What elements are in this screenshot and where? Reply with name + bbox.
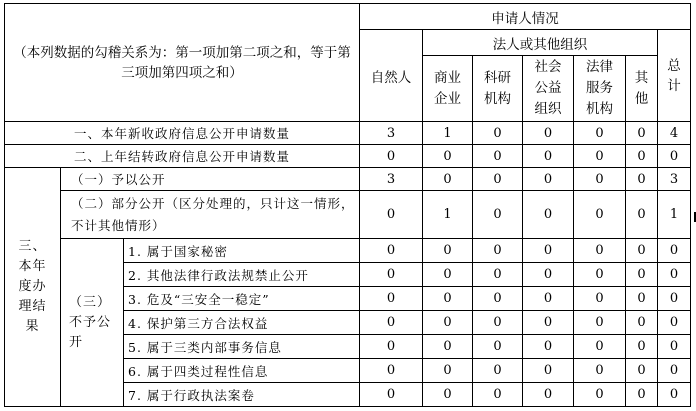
cell-value: 0: [423, 359, 473, 383]
col-header-public-welfare: 社会公益组织: [523, 56, 574, 122]
cell-value: 0: [658, 383, 691, 407]
cell-value: 0: [523, 239, 574, 263]
cell-value: 0: [360, 239, 423, 263]
cell-value: 0: [360, 359, 423, 383]
cell-value: 0: [574, 145, 626, 168]
cell-value: 3: [658, 168, 691, 191]
cell-value: 0: [473, 239, 523, 263]
table-row: [5, 145, 691, 168]
cell-value: 0: [574, 335, 626, 359]
section-three-label: 三、本年度办理结果: [5, 168, 61, 407]
row-label: （一）予以公开: [61, 168, 360, 191]
row-label: 一、本年新收政府信息公开申请数量: [5, 122, 360, 145]
cell-value: 0: [626, 239, 658, 263]
table-row: [5, 191, 691, 239]
cell-value: 0: [523, 287, 574, 311]
cell-value: 0: [626, 145, 658, 168]
row-label: 3. 危及“三安全一稳定”: [124, 287, 360, 311]
cell-value: 0: [473, 383, 523, 407]
cell-value: 0: [523, 359, 574, 383]
cell-value: 0: [423, 263, 473, 287]
cell-value: 0: [574, 287, 626, 311]
cell-value: 0: [523, 122, 574, 145]
table-row: [5, 168, 691, 191]
cell-value: 0: [360, 335, 423, 359]
cell-value: 0: [423, 145, 473, 168]
cell-value: 0: [574, 122, 626, 145]
cell-value: 1: [423, 122, 473, 145]
cell-value: 0: [473, 311, 523, 335]
row-label: 6. 属于四类过程性信息: [124, 359, 360, 383]
cell-value: 0: [523, 311, 574, 335]
cell-value: 0: [360, 263, 423, 287]
cell-value: 0: [626, 287, 658, 311]
cell-value: 0: [626, 168, 658, 191]
col-header-legal-service: 法律服务机构: [574, 56, 626, 122]
cell-value: 0: [523, 383, 574, 407]
org-group-header: 法人或其他组织: [423, 30, 658, 56]
table-row: [5, 122, 691, 145]
col-header-commercial: 商业企业: [423, 56, 473, 122]
not-public-label: （三）不予公开: [61, 239, 124, 407]
cell-value: 0: [473, 359, 523, 383]
cell-value: 0: [473, 122, 523, 145]
cell-value: 0: [658, 263, 691, 287]
col-header-other: 其他: [626, 56, 658, 122]
cell-value: 3: [360, 122, 423, 145]
cell-value: 0: [658, 145, 691, 168]
cell-value: 0: [523, 263, 574, 287]
cell-value: 0: [423, 335, 473, 359]
col-header-total: 总计: [658, 30, 691, 122]
cell-value: 0: [658, 335, 691, 359]
cell-value: 0: [574, 359, 626, 383]
cell-value: 4: [658, 122, 691, 145]
cell-value: 0: [626, 359, 658, 383]
cell-value: 1: [423, 191, 473, 239]
cell-value: 0: [360, 191, 423, 239]
cell-value: 0: [626, 191, 658, 239]
cell-value: 0: [574, 263, 626, 287]
cell-value: 0: [423, 287, 473, 311]
cell-value: 0: [360, 145, 423, 168]
cell-value: 0: [423, 168, 473, 191]
row-label: 5. 属于三类内部事务信息: [124, 335, 360, 359]
table-row: [5, 239, 691, 263]
cell-value: 0: [626, 122, 658, 145]
applicant-group-header: 申请人情况: [360, 4, 691, 30]
cell-value: 0: [574, 383, 626, 407]
col-header-research: 科研机构: [473, 56, 523, 122]
info-disclosure-table: [4, 3, 691, 407]
cell-value: 0: [574, 168, 626, 191]
cell-value: 0: [473, 191, 523, 239]
cell-value: 0: [423, 311, 473, 335]
cell-value: 0: [523, 335, 574, 359]
col-header-natural-person: 自然人: [360, 30, 423, 122]
cell-value: 0: [626, 263, 658, 287]
cell-value: 3: [360, 168, 423, 191]
cell-value: 0: [658, 311, 691, 335]
cell-value: 0: [473, 287, 523, 311]
row-label: 4. 保护第三方合法权益: [124, 311, 360, 335]
cell-value: 0: [658, 359, 691, 383]
cell-value: 0: [626, 311, 658, 335]
cell-value: 0: [574, 311, 626, 335]
row-label: 二、上年结转政府信息公开申请数量: [5, 145, 360, 168]
row-label: 7. 属于行政执法案卷: [124, 383, 360, 407]
header-note: （本列数据的勾稽关系为：第一项加第二项之和，等于第三项加第四项之和）: [5, 4, 360, 122]
cell-value: 0: [523, 145, 574, 168]
cell-value: 0: [360, 311, 423, 335]
cell-value: 0: [473, 335, 523, 359]
cell-value: 0: [658, 287, 691, 311]
row-label: 2. 其他法律行政法规禁止公开: [124, 263, 360, 287]
cell-value: 1: [658, 191, 691, 239]
cell-value: 0: [626, 335, 658, 359]
cell-value: 0: [473, 145, 523, 168]
cell-value: 0: [423, 383, 473, 407]
header-row-1: [5, 4, 691, 30]
report-table-container: [4, 3, 691, 407]
cell-value: 0: [523, 191, 574, 239]
cell-value: 0: [360, 383, 423, 407]
cell-value: 0: [574, 191, 626, 239]
cell-value: 0: [423, 239, 473, 263]
cell-value: 0: [523, 168, 574, 191]
row-label: 1. 属于国家秘密: [124, 239, 360, 263]
cell-value: 0: [658, 239, 691, 263]
cell-value: 0: [473, 263, 523, 287]
cell-value: 0: [360, 287, 423, 311]
cell-value: 0: [473, 168, 523, 191]
cell-value: 0: [574, 239, 626, 263]
cell-value: 0: [626, 383, 658, 407]
row-label: （二）部分公开（区分处理的，只计这一情形，不计其他情形）: [61, 191, 360, 239]
